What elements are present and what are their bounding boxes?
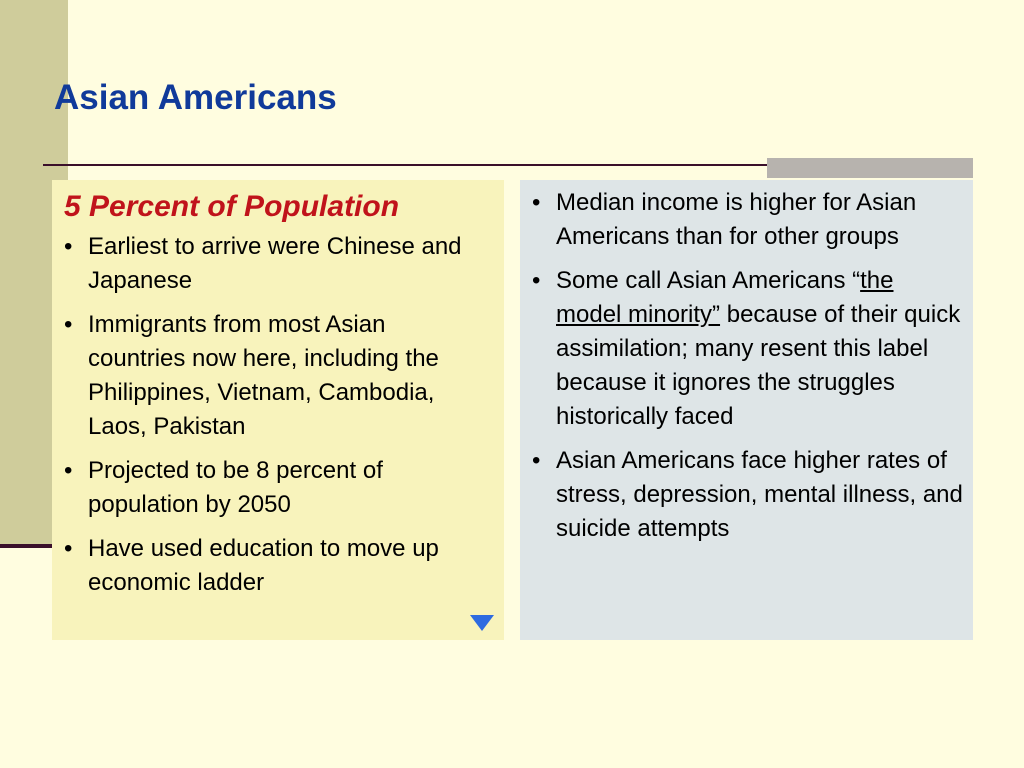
bullet-dot: •	[532, 447, 541, 474]
bullet-text: Earliest to arrive were Chinese and Japanese	[88, 233, 462, 294]
bullet-text: Have used education to move up economic ladder	[88, 535, 439, 596]
bullet-item	[64, 532, 488, 600]
slide-title: Asian Americans	[54, 78, 337, 117]
left-content-panel	[52, 180, 504, 640]
bullet-text-before: Some call Asian Americans “	[556, 267, 861, 294]
bullet-text: Projected to be 8 percent of population by 2050	[88, 457, 383, 518]
bullet-text: Immigrants from most Asian countries now here, including the Philippines, Vietnam, Cambodia, Laos, Pakistan	[88, 311, 439, 440]
bullet-dot: •	[532, 189, 541, 216]
header-accent-tab	[767, 158, 973, 178]
bullet-item	[532, 186, 963, 254]
bullet-dot: •	[532, 267, 541, 294]
bullet-text: Median income is higher for Asian Americans than for other groups	[556, 189, 917, 250]
bullet-item	[532, 444, 963, 546]
side-decoration-line	[0, 544, 52, 548]
bullet-text-after: because of their quick assimilation; many resent this label because it ignores the struggles historically faced	[556, 301, 961, 430]
bullet-text: Asian Americans face higher rates of stress, depression, mental illness, and suicide attempts	[556, 447, 963, 542]
triangle-down-icon[interactable]	[470, 615, 494, 631]
bullet-item	[64, 230, 488, 298]
left-bullet-list	[64, 230, 488, 600]
bullet-dot: •	[64, 233, 73, 260]
bullet-item	[532, 264, 963, 434]
right-bullet-list	[532, 186, 963, 546]
bullet-item	[64, 454, 488, 522]
bullet-dot: •	[64, 535, 73, 562]
bullet-dot: •	[64, 311, 73, 338]
left-panel-heading: 5 Percent of Population	[64, 190, 400, 223]
right-content-panel	[520, 180, 973, 640]
bullet-item	[64, 308, 488, 444]
bullet-dot: •	[64, 457, 73, 484]
underlined-phrase: the model minority”	[556, 267, 894, 328]
